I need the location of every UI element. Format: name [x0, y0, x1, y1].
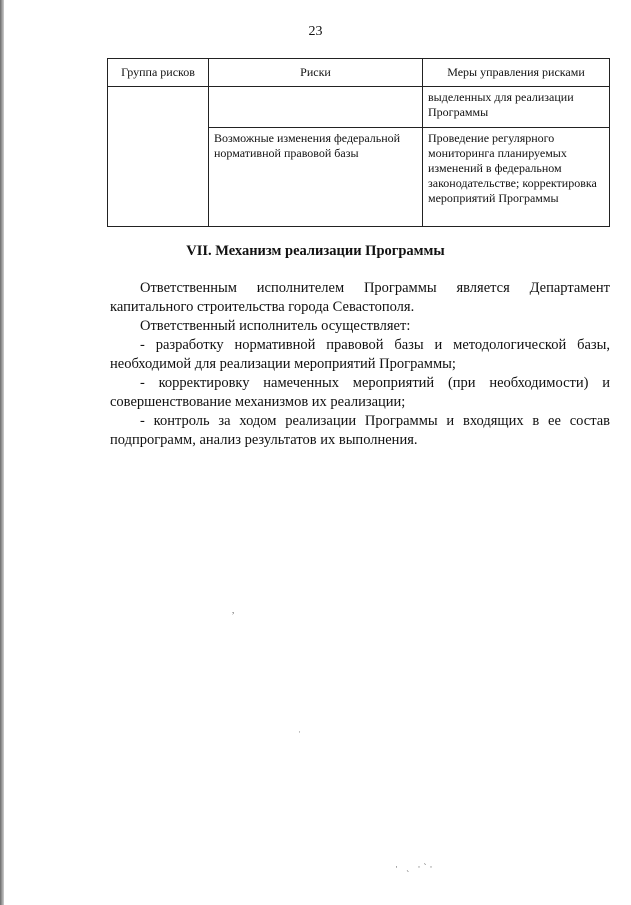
- measures-cell: выделенных для реализации Программы: [423, 87, 610, 128]
- header-risk-group: Группа рисков: [108, 59, 209, 87]
- section-body: [110, 279, 610, 450]
- scan-edge-shadow: [0, 0, 4, 905]
- page-number: 23: [308, 24, 323, 39]
- table-header-row: [108, 59, 610, 87]
- risk-management-table: [107, 58, 610, 227]
- section-heading: VII. Механизм реализации Программы: [186, 243, 445, 259]
- header-risks: Риски: [209, 59, 423, 87]
- scan-speck: ·: [298, 727, 301, 737]
- measures-cell: Проведение регулярного мониторинга планируемых изменений в федеральном законодательстве; корректировка мероприятий Программы: [423, 128, 610, 227]
- table-row: [108, 87, 610, 128]
- body-paragraph: - разработку нормативной правовой базы и методологической базы, необходимой для реализации мероприятий Программы;: [110, 337, 610, 372]
- body-paragraph: - контроль за ходом реализации Программы и входящих в ее состав подпрограмм, анализ результатов их выполнения.: [110, 413, 610, 448]
- scan-speck: ,: [232, 605, 235, 615]
- scan-specks: · ˎ ·ˋ·: [395, 862, 436, 872]
- risk-cell: [209, 87, 423, 128]
- body-paragraph: Ответственный исполнитель осуществляет:: [140, 318, 411, 334]
- body-paragraph: Ответственным исполнителем Программы является Департамент капитального строительства города Севастополя.: [110, 280, 610, 315]
- header-risk-measures: Меры управления рисками: [423, 59, 610, 87]
- risk-group-cell: [108, 87, 209, 227]
- body-paragraph: - корректировку намеченных мероприятий (при необходимости) и совершенствование механизмов их реализации;: [110, 375, 610, 410]
- risk-cell: Возможные изменения федеральной нормативной правовой базы: [209, 128, 423, 227]
